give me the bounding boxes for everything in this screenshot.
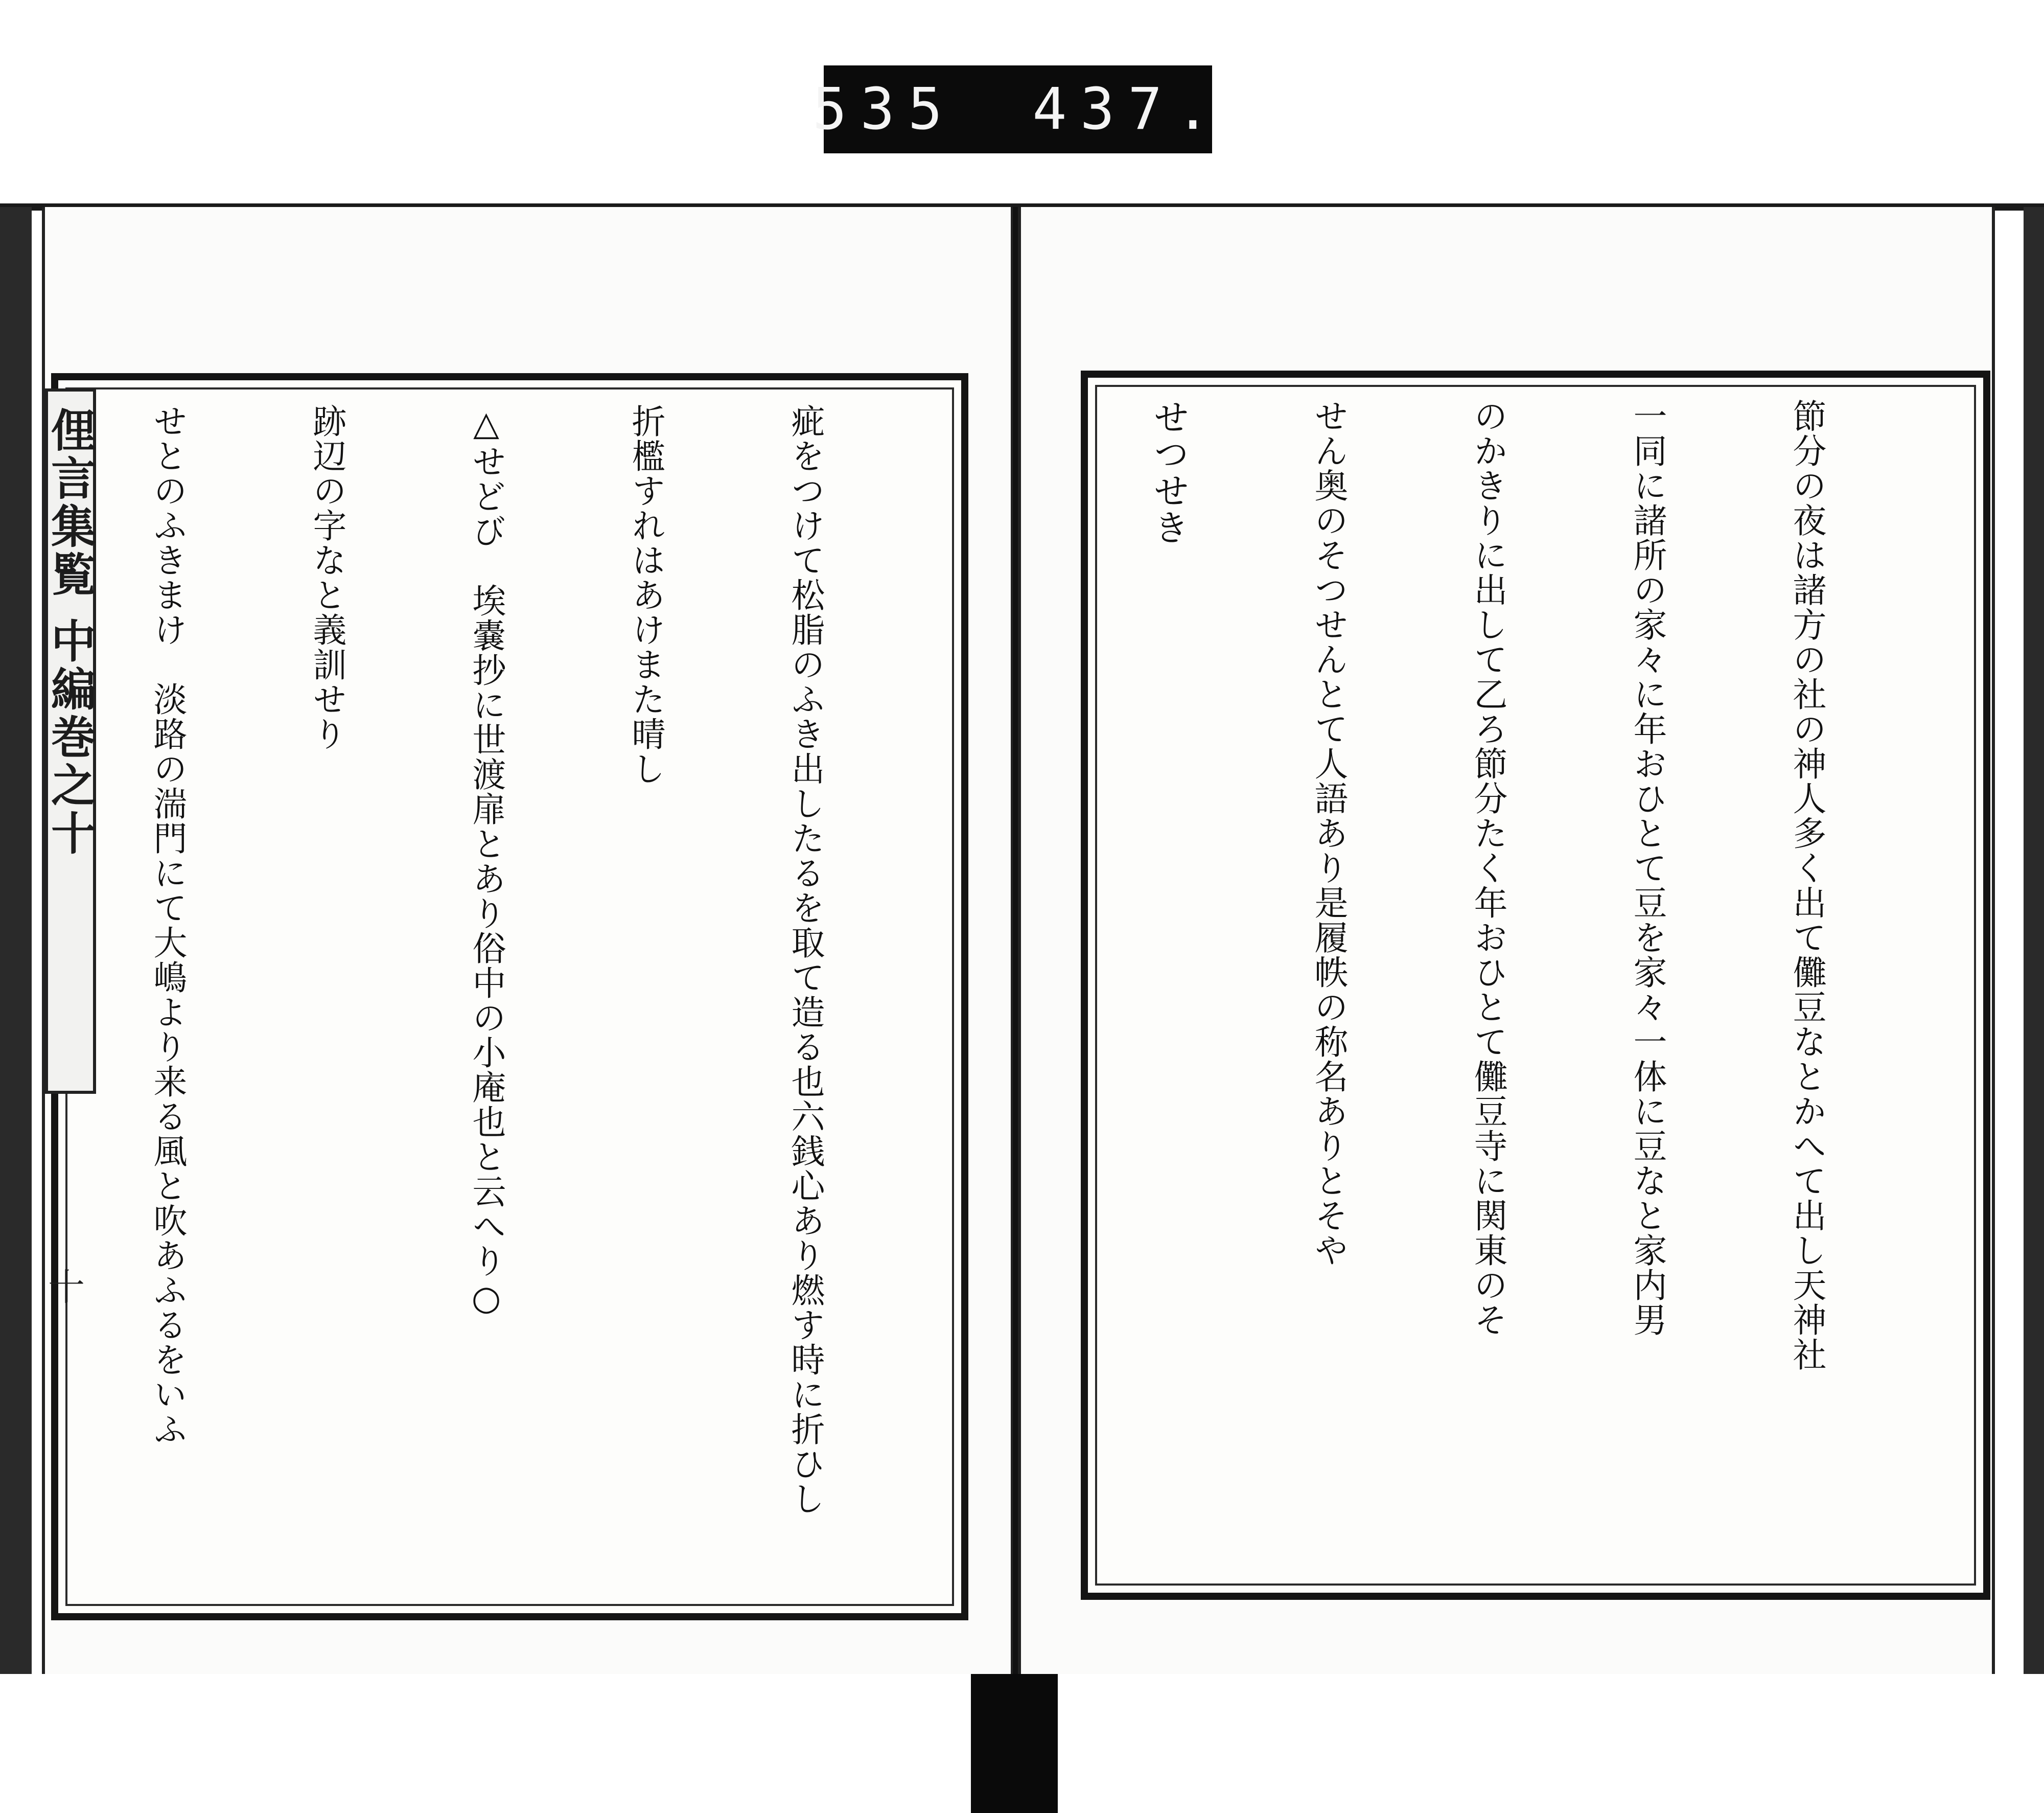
folio-number: 十 — [42, 1268, 85, 1304]
text-column: 折檻すれはあけまた晴し — [626, 404, 665, 786]
archive-number-left: 535 — [812, 76, 956, 143]
gutter-shadow — [971, 1674, 1058, 1813]
right-edge-title-fragment — [1965, 225, 1996, 1656]
archive-number-label — [812, 65, 1224, 153]
text-column: 疵をつけて松脂のふき出したるを取て造る也六銭心あり燃す時に折ひし — [785, 404, 825, 1516]
text-column: のかきりに出して乙ろ節分たく年おひとて儺豆寺に関東のそ — [1468, 399, 1507, 1337]
archive-number-right: 437. — [1032, 76, 1224, 143]
text-column: 一同に諸所の家々に年おひとて豆を家々一体に豆なと家内男 — [1628, 399, 1667, 1337]
left-page-text — [110, 404, 938, 1590]
text-column: せとのふきまけ 淡路の湍門にて大嶋より来る風と吹あふるをいふ — [148, 404, 187, 1447]
headword-column: せつせき — [1148, 399, 1190, 546]
left-book-edge — [0, 207, 32, 1674]
text-column: △せどび 埃嚢抄に世渡扉とあり俗中の小庵也と云へり○ — [467, 404, 506, 1319]
spine-title: 俚言集覧 中編巻之十 — [45, 388, 96, 1094]
right-book-edge — [2024, 207, 2044, 1674]
book-gutter — [1013, 207, 1018, 1674]
right-page-text — [1106, 399, 1939, 1574]
text-column: せん奥のそつせんとて人語あり是履帙の称名ありとそや — [1309, 399, 1348, 1268]
text-column: 跡辺の字なと義訓せり — [307, 404, 346, 751]
text-column: 節分の夜は諸方の社の神人多く出て儺豆なとかへて出し天神社 — [1787, 399, 1826, 1372]
